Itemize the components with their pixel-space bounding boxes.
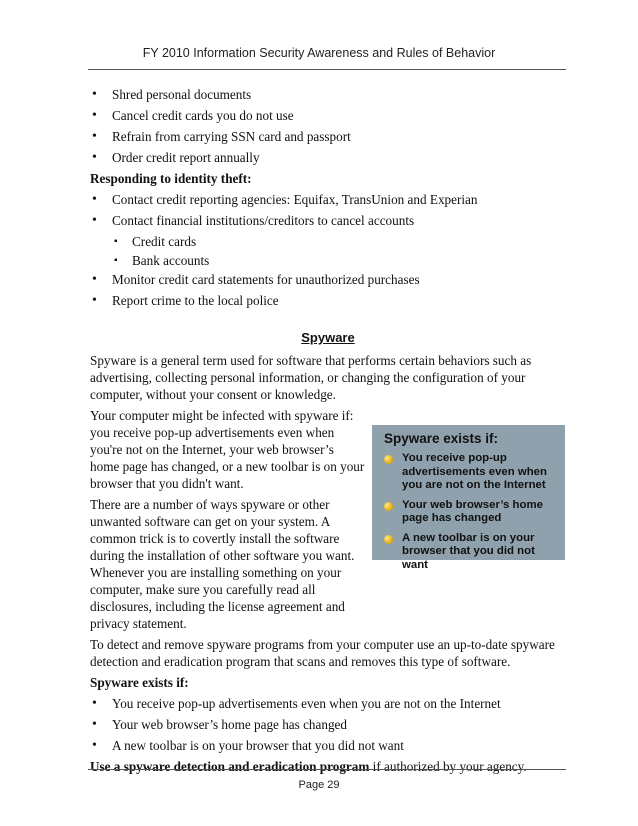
callout-item — [384, 532, 557, 573]
callout-item — [384, 499, 557, 526]
prevention-list — [90, 86, 566, 166]
bullet-dot-icon — [384, 535, 393, 544]
bullet-dot-icon — [384, 502, 393, 511]
callout-item — [384, 452, 557, 493]
responding-heading: Responding to identity theft: — [90, 171, 252, 186]
list-item: • Your web browser’s home page has changed — [90, 716, 566, 733]
list-item: • Contact credit reporting agencies: Equifax, TransUnion and Experian — [90, 191, 566, 208]
final-note-bold: Use a spyware detection and eradication program — [90, 759, 370, 774]
bullet-dot-icon — [384, 455, 393, 464]
list-item: • Refrain from carrying SSN card and passport — [90, 128, 566, 145]
paragraph: Spyware is a general term used for software that performs certain behaviors such as advertising, collecting personal information, or changing the configuration of your computer, without your consent or knowledge. — [90, 353, 532, 402]
spyware-callout-image — [372, 425, 565, 571]
callout-title: Spyware exists if: — [384, 431, 499, 446]
exists-heading: Spyware exists if: — [90, 675, 189, 690]
list-item: • You receive pop-up advertisements even when you are not on the Internet — [90, 695, 566, 712]
list-item: • Report crime to the local police — [90, 292, 566, 309]
list-item: • Monitor credit card statements for unauthorized purchases — [90, 271, 566, 288]
final-note — [90, 758, 566, 775]
callout-item-text: You receive pop-up advertisements even when you are not on the Internet — [402, 452, 547, 491]
paragraph: To detect and remove spyware programs from your computer use an up-to-date spyware detection and eradication program that scans and removes this type of software. — [90, 637, 555, 669]
paragraph: There are a number of ways spyware or other unwanted software can get on your system. A common trick is to covertly install the software during the installation of other software you want. Whenever you are installing something on your computer, make sure you carefully read all disclosures, including the license agreement and privacy statement. — [90, 497, 355, 631]
sub-list-item: ▪ Credit cards — [90, 233, 566, 250]
list-item: • Cancel credit cards you do not use — [90, 107, 566, 124]
page-header: FY 2010 Information Security Awareness and Rules of Behavior — [142, 46, 496, 60]
list-item: • Order credit report annually — [90, 149, 566, 166]
callout-item-text: Your web browser’s home page has changed — [402, 498, 543, 524]
section-title: Spyware — [301, 330, 355, 345]
paragraph: Your computer might be infected with spyware if: you receive pop-up advertisements even when you're not on the Internet, your web browser’s home page has changed, or a new toolbar is on your browser that you didn't want. — [90, 408, 365, 491]
callout-item-text: A new toolbar is on your browser that you did not want — [402, 531, 535, 571]
responding-list — [90, 191, 566, 309]
exists-list — [90, 695, 566, 754]
list-item: • A new toolbar is on your browser that you did not want — [90, 737, 566, 754]
list-item: • Shred personal documents — [90, 86, 566, 103]
list-item: • Contact financial institutions/creditors to cancel accounts — [90, 212, 566, 229]
page-number: Page 29 — [298, 779, 340, 791]
header-divider — [88, 69, 566, 70]
sub-list-item: ▪ Bank accounts — [90, 252, 566, 269]
footer-divider — [88, 769, 566, 770]
final-note-rest: if authorized by your agency. — [369, 759, 527, 774]
